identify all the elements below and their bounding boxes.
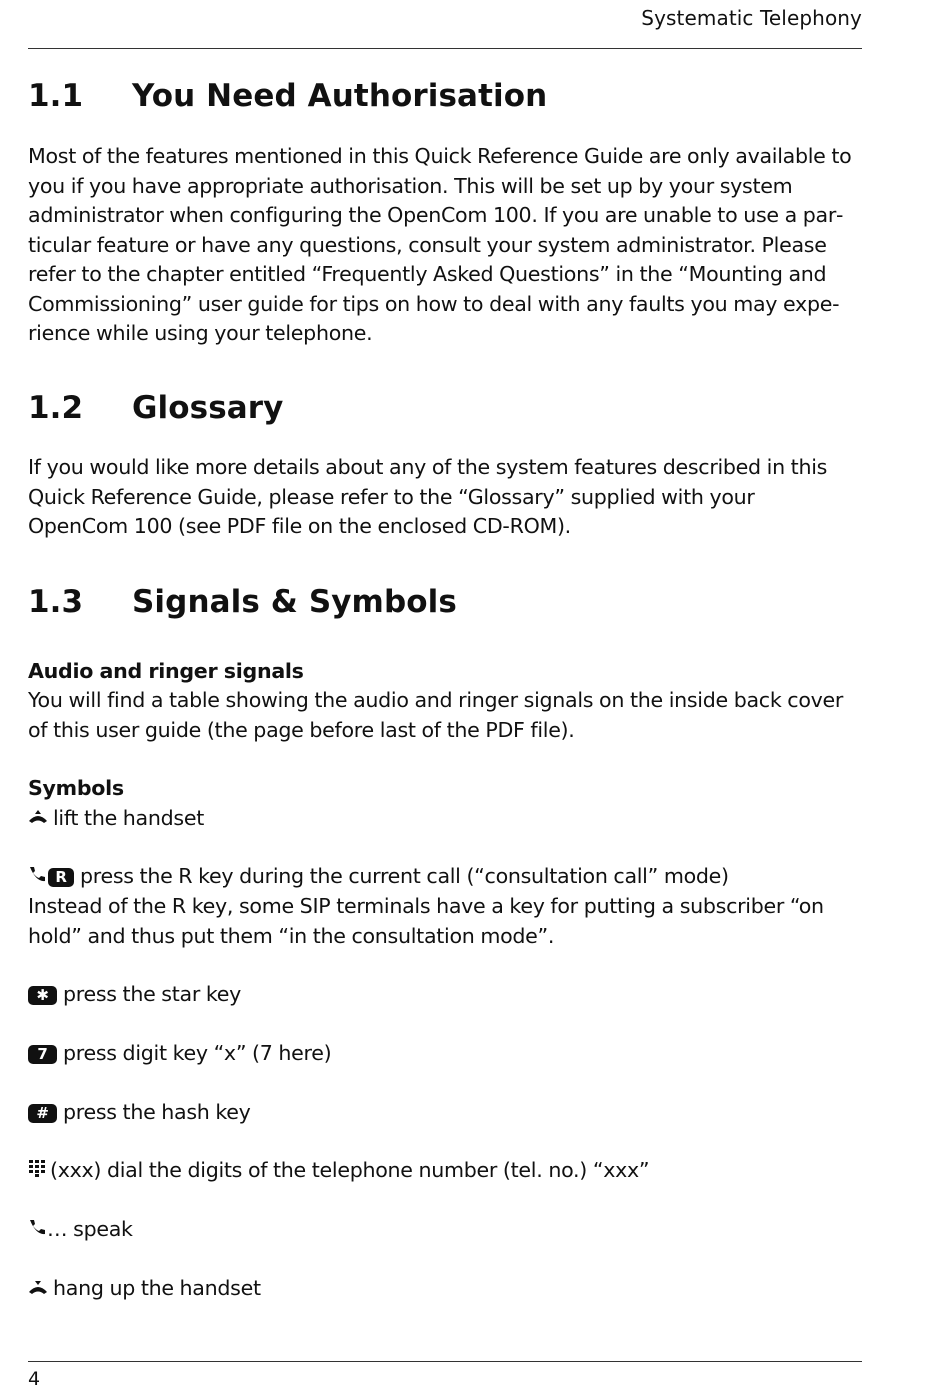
- symbol-text: … speak: [47, 1217, 133, 1241]
- hang-up-icon: [28, 1274, 48, 1304]
- section-number: 1.3: [28, 584, 84, 620]
- symbol-text: press the star key: [63, 982, 241, 1006]
- symbol-hang-up: [28, 1274, 261, 1304]
- keypad-icon: [28, 1156, 46, 1186]
- symbol-text: lift the handset: [53, 806, 204, 830]
- symbol-text: press the hash key: [63, 1100, 251, 1124]
- speak-icon: [28, 1215, 46, 1245]
- symbol-speak: [28, 1215, 133, 1245]
- symbol-star-key: [28, 980, 241, 1010]
- symbol-text: press the R key during the current call (“consultation call” mode): [80, 864, 729, 888]
- section-title: Signals & Symbols: [132, 584, 457, 620]
- section-number: 1.2: [28, 390, 84, 426]
- header-rule: [28, 48, 862, 49]
- symbol-r-key: [28, 862, 729, 892]
- audio-signals-heading: Audio and ringer signals: [28, 659, 304, 683]
- symbol-lift-handset: [28, 804, 204, 834]
- r-key-icon: R: [48, 868, 74, 887]
- section-title: You Need Authorisation: [132, 78, 548, 114]
- lift-handset-icon: [28, 804, 48, 834]
- symbol-digit-key: [28, 1039, 331, 1069]
- section-number: 1.1: [28, 78, 84, 114]
- glossary-paragraph: If you would like more details about any of the system features described in this Quick Reference Guide, please refer to the “Glossary” supplied with your OpenCom 100 (see PDF file on the enclosed CD-ROM).: [28, 455, 828, 538]
- authorisation-paragraph: Most of the features mentioned in this Quick Reference Guide are only available to you if you have appropriate authorisation. This will be set up by your system administrator when configuring the OpenCom 100. If you are unable to use a particular feature or have any questions, consult your system administrator. Please refer to the chapter entitled “Frequently Asked Questions” in the “Mounting and Commissioning” user guide for tips on how to deal with any faults you may experience while using your telephone.: [28, 144, 852, 345]
- r-key-note: Instead of the R key, some SIP terminals have a key for putting a subscriber “on hold” and thus put them “in the consultation mode”.: [28, 894, 824, 948]
- digit-key-icon: 7: [28, 1045, 57, 1064]
- symbols-heading: Symbols: [28, 776, 124, 800]
- handset-icon: [28, 862, 46, 892]
- running-head: Systematic Telephony: [641, 6, 862, 30]
- footer-rule: [28, 1361, 862, 1362]
- symbol-keypad: [28, 1156, 649, 1186]
- star-key-icon: ✱: [28, 986, 57, 1005]
- audio-signals-paragraph: You will find a table showing the audio and ringer signals on the inside back cover of this user guide (the page before last of the PDF file).: [28, 688, 844, 742]
- page-number: 4: [28, 1368, 41, 1390]
- symbol-text: hang up the handset: [53, 1276, 261, 1300]
- section-title: Glossary: [132, 390, 284, 426]
- hash-key-icon: #: [28, 1104, 57, 1123]
- symbol-text: press digit key “x” (7 here): [63, 1041, 332, 1065]
- symbol-text: (xxx) dial the digits of the telephone number (tel. no.) “xxx”: [50, 1158, 650, 1182]
- symbol-hash-key: [28, 1098, 251, 1128]
